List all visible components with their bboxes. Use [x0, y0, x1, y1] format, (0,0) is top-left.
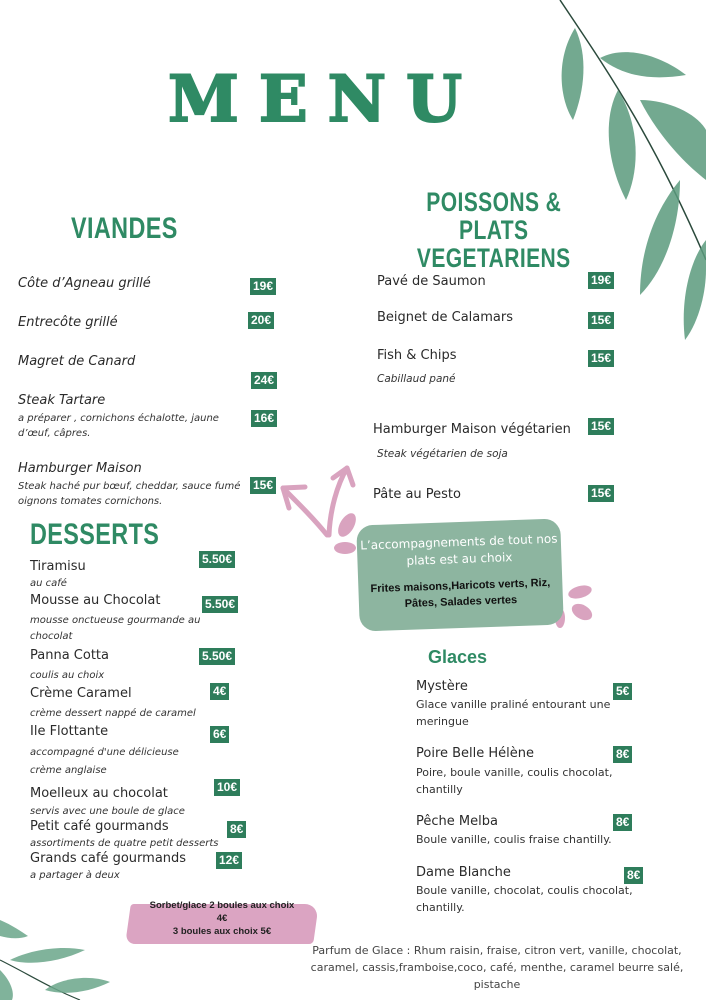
sorbet-line: Sorbet/glace 2 boules aux choix — [149, 900, 295, 911]
menu-item-description: Boule vanille, coulis fraise chantilly. — [416, 833, 612, 846]
section-heading-viandes: VIANDES — [71, 212, 178, 245]
menu-item-description: au café — [30, 578, 67, 589]
section-heading-desserts: DESSERTS — [30, 518, 160, 551]
price-badge: 15€ — [588, 485, 614, 502]
menu-item-description: Steak haché pur bœuf, cheddar, sauce fumé oignons tomates cornichons. — [18, 481, 241, 507]
menu-item-name: Magret de Canard — [18, 354, 136, 369]
menu-item-description: Boule vanille, chocolat, coulis chocolat, chantilly. — [416, 884, 633, 914]
menu-item-description: a partager à deux — [30, 870, 120, 881]
menu-item-name: Dame Blanche — [416, 865, 511, 880]
menu-item-name: Petit café gourmands — [30, 819, 169, 834]
menu-item-description: a préparer , cornichons échalotte, jaune d’œuf, câpres. — [18, 413, 219, 439]
menu-item-name: Côte d’Agneau grillé — [18, 276, 151, 291]
menu-item-name: Mousse au Chocolat — [30, 593, 161, 608]
heading-line: POISSONS & — [426, 187, 562, 217]
price-badge: 8€ — [613, 814, 632, 831]
price-badge: 8€ — [613, 746, 632, 763]
price-badge: 5.50€ — [202, 596, 238, 613]
menu-item-description: servis avec une boule de glace — [30, 806, 185, 817]
menu-item-name: Pâte au Pesto — [373, 487, 461, 502]
menu-item-description: assortiments de quatre petit desserts — [30, 838, 219, 849]
price-badge: 15€ — [588, 418, 614, 435]
price-badge: 6€ — [210, 726, 229, 743]
section-heading-poissons — [406, 188, 582, 272]
price-badge: 8€ — [624, 867, 643, 884]
menu-item-description: crème dessert nappé de caramel — [30, 708, 196, 719]
menu-title: MENU — [168, 62, 482, 137]
price-badge: 19€ — [250, 278, 276, 295]
menu-item-name: Ile Flottante — [30, 724, 109, 739]
price-badge: 15€ — [250, 477, 276, 494]
sorbet-line: 3 boules aux choix 5€ — [172, 926, 272, 937]
price-badge: 15€ — [588, 312, 614, 329]
ice-cream-flavors-text: Parfum de Glace : Rhum raisin, fraise, citron vert, vanille, chocolat, caramel, cassis,framboise,coco, café, menthe, caramel beurre salé, pistache — [310, 944, 684, 991]
menu-item-name: Crème Caramel — [30, 686, 132, 701]
menu-item-description: Cabillaud pané — [377, 373, 456, 385]
menu-item-name: Panna Cotta — [30, 648, 109, 663]
price-badge: 24€ — [251, 372, 277, 389]
menu-item-name: Hamburger Maison végétarien — [373, 422, 571, 437]
menu-item-description: accompagné d'une délicieuse crème anglaise — [30, 747, 179, 776]
price-badge: 15€ — [588, 350, 614, 367]
price-badge: 10€ — [214, 779, 240, 796]
menu-item-name: Grands café gourmands — [30, 851, 187, 866]
section-heading-glaces: Glaces — [428, 647, 488, 667]
menu-item-name: Pavé de Saumon — [377, 274, 486, 289]
menu-item-name: Poire Belle Hélène — [416, 746, 535, 761]
sorbet-line: 4€ — [216, 913, 228, 924]
menu-item-description: mousse onctueuse gourmande au chocolat — [30, 615, 201, 642]
sides-list: Frites maisons,Haricots verts, Riz, Pâtes, Salades vertes — [370, 576, 551, 610]
price-badge: 16€ — [251, 410, 277, 427]
menu-item-name: Steak Tartare — [18, 393, 106, 408]
price-badge: 12€ — [216, 852, 242, 869]
leaf-branch-decoration-top-right — [540, 0, 706, 350]
menu-item-description: Glace vanille praliné entourant une meringue — [416, 698, 611, 728]
menu-item-description: Poire, boule vanille, coulis chocolat, chantilly — [416, 766, 613, 796]
price-badge: 19€ — [588, 272, 614, 289]
menu-item-description: coulis au choix — [30, 670, 105, 681]
price-badge: 5.50€ — [199, 648, 235, 665]
leaf-branch-decoration-bottom-left — [0, 900, 120, 1000]
menu-item-name: Mystère — [416, 679, 468, 694]
price-badge: 5€ — [613, 683, 632, 700]
heading-line: PLATS VEGETARIENS — [416, 215, 571, 273]
menu-item-name: Fish & Chips — [377, 348, 457, 363]
price-badge: 4€ — [210, 683, 229, 700]
price-badge: 8€ — [227, 821, 246, 838]
sorbet-price-banner — [128, 896, 316, 946]
menu-item-name: Beignet de Calamars — [377, 310, 513, 325]
menu-item-description: Steak végétarien de soja — [377, 448, 508, 460]
sides-info-box — [356, 518, 564, 631]
menu-item-name: Tiramisu — [30, 559, 86, 574]
price-badge: 5.50€ — [199, 551, 235, 568]
menu-item-name: Entrecôte grillé — [18, 315, 118, 330]
menu-item-name: Pêche Melba — [416, 814, 498, 829]
menu-item-name: Hamburger Maison — [18, 461, 142, 476]
price-badge: 20€ — [248, 312, 274, 329]
menu-item-name: Moelleux au chocolat — [30, 786, 168, 801]
sides-headline: L’accompagnements de tout nos plats est au choix — [360, 531, 558, 568]
